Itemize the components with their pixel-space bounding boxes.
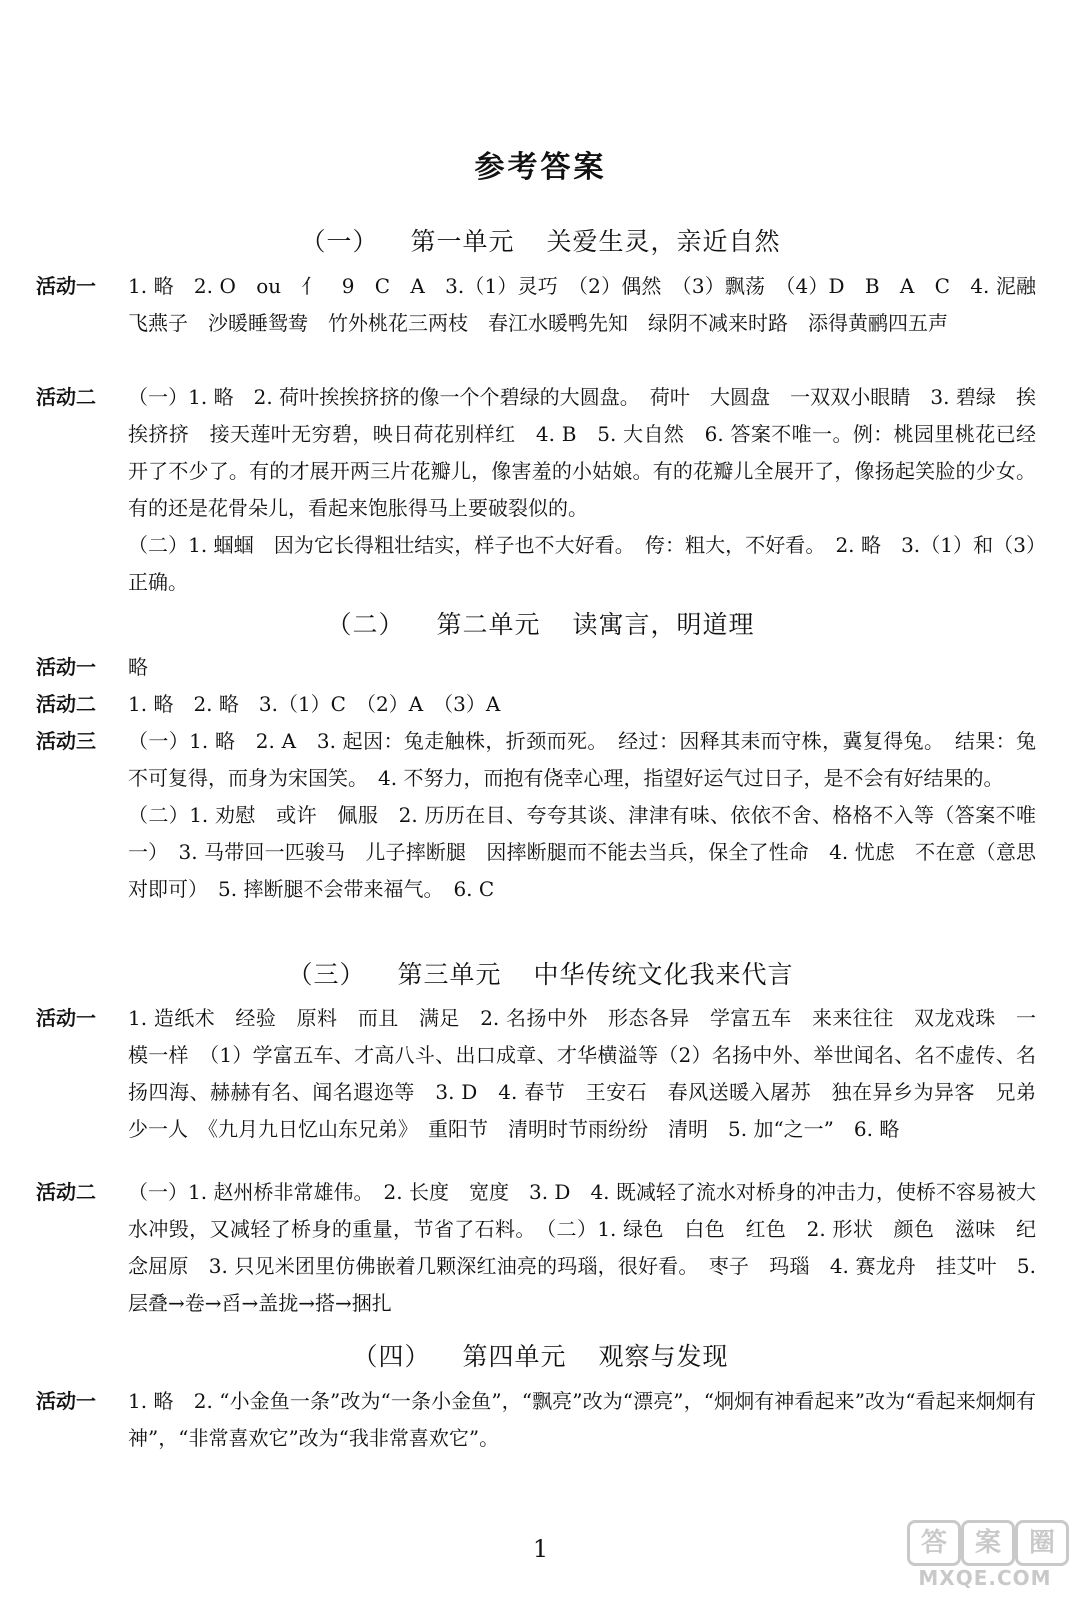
activity-label: 活动二: [36, 1180, 96, 1204]
watermark-char: 圈: [1015, 1520, 1069, 1566]
section-number: （四）: [352, 1342, 431, 1371]
answer-text: （二）1. 蝈蝈 因为它长得粗壮结实，样子也不大好看。 侉：粗大，不好看。 2. 略 3.（1）和（3）正确。: [128, 533, 1036, 594]
section-unit: 第一单元: [410, 227, 515, 256]
section-name: 读寓言，明道理: [572, 610, 755, 639]
page-title: 参考答案: [474, 150, 607, 185]
answer-text: （一）1. 略 2. 荷叶挨挨挤挤的像一个个碧绿的大圆盘。 荷叶 大圆盘 一双双小眼睛 3. 碧绿 挨挨挤挤 接天莲叶无穷碧，映日荷花别样红 4. B 5. 大自然 6. 答案不唯一。例：桃园里桃花已经开了不少了。有的才展开两三片花瓣儿，像害羞的小姑娘。有的花瓣儿全展开了，像扬起笑脸的少女。有的还是花骨朵儿，看起来饱胀得马上要破裂似的。: [128, 385, 1036, 520]
answer-text: 1. 造纸术 经验 原料 而且 满足 2. 名扬中外 形态各异 学富五车 来来往往 双龙戏珠 一模一样 （1）学富五车、才高八斗、出口成章、才华横溢等（2）名扬中外、举世闻名、名不虚传、名扬四海、赫赫有名、闻名遐迩等 3. D 4. 春节 王安石 春风送暖入屠苏 独在异乡为异客 兄弟 少一人 《九月九日忆山东兄弟》 重阳节 清明时节雨纷纷 清明 5. 加“之一” 6. 略: [128, 1006, 1056, 1141]
activity-label: 活动一: [36, 1006, 96, 1030]
activity-label: 活动二: [36, 692, 96, 716]
answer-text: 略: [128, 655, 148, 679]
activity-block: [36, 649, 1036, 686]
section-number: （三）: [287, 960, 366, 989]
section-unit: 第三单元: [397, 960, 502, 989]
watermark-char: 案: [961, 1520, 1015, 1566]
section-unit: 第四单元: [462, 1342, 567, 1371]
section-number: （一）: [300, 227, 379, 256]
section-heading-3: [0, 955, 1081, 991]
activity-label: 活动一: [36, 1389, 96, 1413]
activity-label: 活动一: [36, 274, 96, 298]
activity-block: [36, 1174, 1036, 1322]
activity-block: [36, 1383, 1036, 1457]
activity-block: [36, 268, 1036, 342]
activity-label: 活动一: [36, 655, 96, 679]
page-number: 1: [532, 1535, 549, 1563]
answer-text: （二）1. 劝慰 或许 佩服 2. 历历在目、夸夸其谈、津津有味、依依不舍、格格不入等（答案不唯一） 3. 马带回一匹骏马 儿子摔断腿 因摔断腿而不能去当兵，保全了性命 4. 忧虑 不在意（意思对即可） 5. 摔断腿不会带来福气。 6. C: [128, 803, 1036, 901]
watermark-url: MXQE.COM: [918, 1566, 1052, 1590]
activity-block: [36, 379, 1036, 601]
activity-block: [36, 686, 1036, 723]
section-name: 观察与发现: [598, 1342, 729, 1371]
answer-text: （一）1. 赵州桥非常雄伟。 2. 长度 宽度 3. D 4. 既减轻了流水对桥身的冲击力，使桥不容易被大水冲毁，又减轻了桥身的重量，节省了石料。 （二）1. 绿色 白色 红色 2. 形状 颜色 滋味 纪念屈原 3. 只见米团里仿佛嵌着几颗深红油亮的玛瑙，很好看。 枣子 玛瑙 4. 赛龙舟 挂艾叶 5. 层叠→卷→舀→盖拢→搭→捆扎: [128, 1180, 1036, 1315]
section-unit: 第二单元: [436, 610, 541, 639]
answer-text: （一）1. 略 2. A 3. 起因：兔走触株，折颈而死。 经过：因释其耒而守株，冀复得兔。 结果：兔不可复得，而身为宋国笑。 4. 不努力，而抱有侥幸心理，指望好运气过日子，是不会有好结果的。: [128, 729, 1036, 790]
answer-text: 1. 略 2. “小金鱼一条”改为“一条小金鱼”，“飘亮”改为“漂亮”，“炯炯有神看起来”改为“看起来炯炯有神”，“非常喜欢它”改为“我非常喜欢它”。: [128, 1389, 1036, 1450]
section-name: 关爱生灵，亲近自然: [546, 227, 781, 256]
section-heading-2: [0, 605, 1081, 641]
activity-label: 活动二: [36, 385, 96, 409]
activity-label: 活动三: [36, 729, 96, 753]
answer-text: 1. 略 2. 略 3.（1）C （2）A （3）A: [128, 692, 501, 716]
section-number: （二）: [326, 610, 405, 639]
watermark-char: 答: [907, 1520, 961, 1566]
section-heading-1: [0, 222, 1081, 258]
answer-text: 1. 略 2. O ou 亻 9 C A 3.（1）灵巧 （2）偶然 （3）飘荡 （4）D B A C 4. 泥融飞燕子 沙暖睡鸳鸯 竹外桃花三两枝 春江水暖鸭先知 绿阴不减来时路 添得黄鹂四五声: [128, 274, 1036, 335]
activity-block: [36, 723, 1036, 908]
watermark-logo: [905, 1520, 1065, 1592]
activity-block: [36, 1000, 1056, 1148]
section-heading-4: [0, 1337, 1081, 1373]
section-name: 中华传统文化我来代言: [533, 960, 794, 989]
